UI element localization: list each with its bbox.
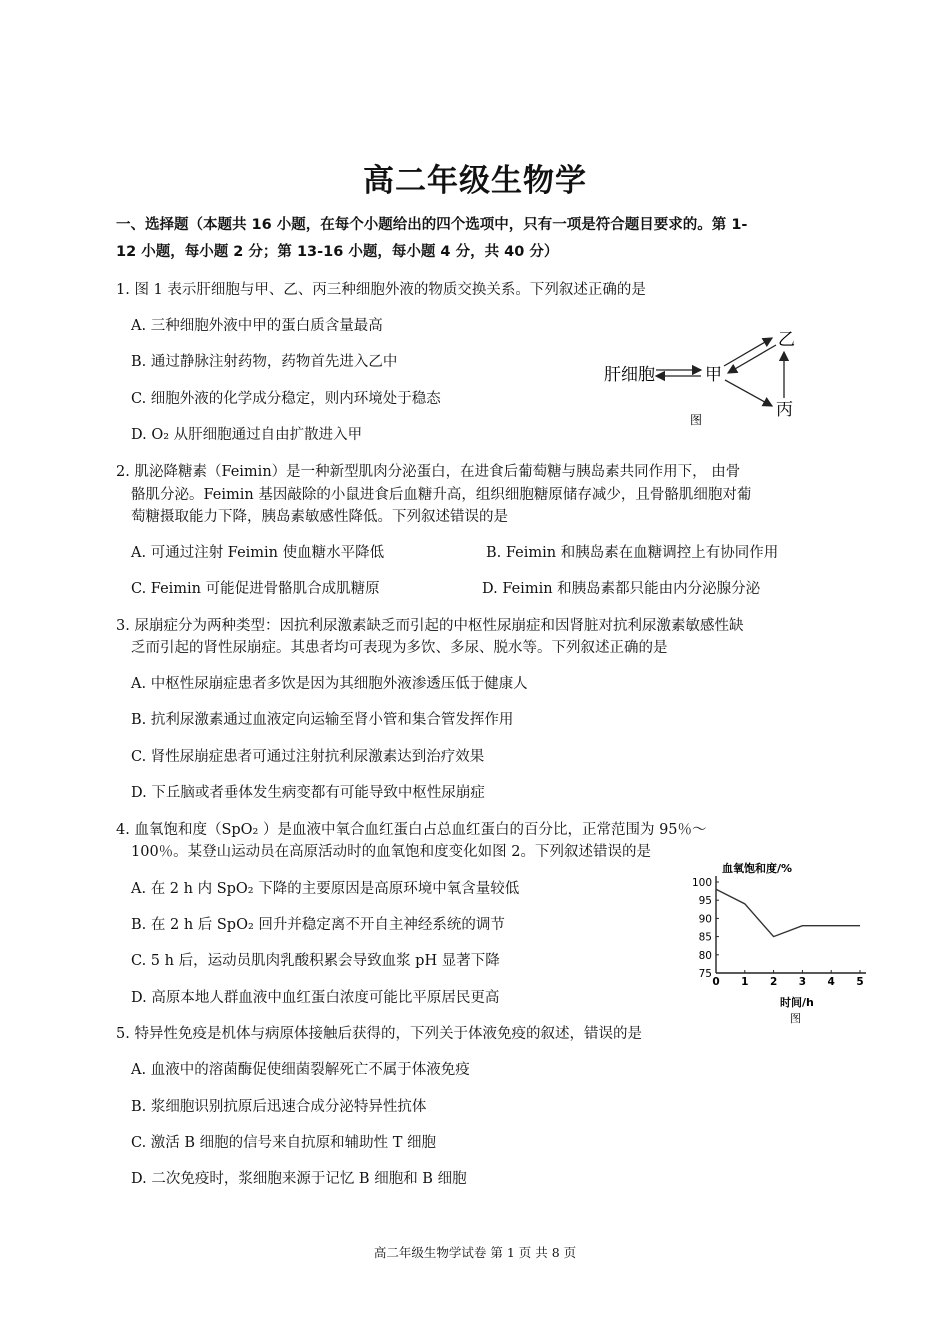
page-footer: 高二年级生物学试卷 第 1 页 共 8 页 <box>373 1245 577 1260</box>
chart-y-tick-label: 100 <box>691 877 712 889</box>
q4-option-b: B. 在 2 h 后 SpO₂ 回升并稳定离不开自主神经系统的调节 <box>131 917 505 933</box>
q2-option-b: B. Feimin 和胰岛素在血糖调控上有协同作用 <box>486 545 779 561</box>
chart-caption: 图 <box>790 1012 801 1024</box>
chart-x-tick-label: 3 <box>798 976 807 988</box>
q3-option-d: D. 下丘脑或者垂体发生病变都有可能导致中枢性尿崩症 <box>131 785 485 801</box>
fig1-node-bing: 丙 <box>776 400 793 420</box>
section-heading-line-2: 12 小题，每小题 2 分；第 13-16 小题，每小题 4 分，共 40 分） <box>116 244 559 260</box>
fig1-node-yi: 乙 <box>778 330 795 350</box>
q4-option-a: A. 在 2 h 内 SpO₂ 下降的主要原因是高原环境中氧含量较低 <box>131 881 520 897</box>
q4-option-d: D. 高原本地人群血液中血红蛋白浓度可能比平原居民更高 <box>131 990 500 1006</box>
q5-option-c: C. 激活 B 细胞的信号来自抗原和辅助性 T 细胞 <box>131 1135 437 1151</box>
q2-option-c: C. Feimin 可能促进骨骼肌合成肌糖原 <box>131 581 380 597</box>
q4-option-c: C. 5 h 后，运动员肌肉乳酸积累会导致血浆 pH 显著下降 <box>131 953 500 969</box>
q2-stem-line-2: 骼肌分泌。Feimin 基因敲除的小鼠进食后血糖升高，组织细胞糖原储存减少，且骨骼肌细胞对葡 <box>131 487 752 503</box>
q4-stem-line-2: 100％。某登山运动员在高原活动时的血氧饱和度变化如图 2。下列叙述错误的是 <box>131 844 652 860</box>
chart-x-tick-label: 1 <box>741 976 749 988</box>
q1-option-c: C. 细胞外液的化学成分稳定，则内环境处于稳态 <box>131 391 441 407</box>
q5-option-a: A. 血液中的溶菌酶促使细菌裂解死亡不属于体液免疫 <box>131 1062 470 1078</box>
fig1-caption: 图 <box>690 413 703 427</box>
q1-option-b: B. 通过静脉注射药物，药物首先进入乙中 <box>131 354 398 370</box>
chart-x-tick-label: 5 <box>856 976 864 988</box>
chart-y-tick-label: 75 <box>698 968 712 980</box>
q5-option-b: B. 浆细胞识别抗原后迅速合成分泌特异性抗体 <box>131 1099 427 1115</box>
chart-series-line <box>716 889 860 936</box>
chart-x-tick-label: 0 <box>712 976 720 988</box>
chart-y-tick-label: 80 <box>698 949 712 962</box>
q2-option-a: A. 可通过注射 Feimin 使血糖水平降低 <box>131 545 385 561</box>
fig1-arrow-jia-to-bing <box>725 380 772 406</box>
q4-stem-line-1: 4. 血氧饱和度（SpO₂ ）是血液中氧合血红蛋白占总血红蛋白的百分比，正常范围为 95％～ <box>116 822 707 838</box>
fig1-node-liver: 肝细胞 <box>604 365 655 385</box>
page-title: 高二年级生物学 <box>363 163 587 199</box>
chart-x-tick-label: 2 <box>769 976 778 988</box>
q5-stem: 5. 特异性免疫是机体与病原体接触后获得的，下列关于体液免疫的叙述，错误的是 <box>116 1026 642 1042</box>
chart-x-tick-label: 4 <box>827 976 835 988</box>
q2-option-d: D. Feimin 和胰岛素都只能由内分泌腺分泌 <box>482 581 761 597</box>
chart-y-tick-label: 90 <box>698 913 712 926</box>
chart-xlabel: 时间/h <box>780 996 814 1009</box>
fig1-node-jia: 甲 <box>705 365 722 385</box>
q1-option-d: D. O₂ 从肝细胞通过自由扩散进入甲 <box>131 427 363 443</box>
figure-1-diagram <box>590 322 820 434</box>
chart-y-tick-label: 95 <box>698 895 712 908</box>
q3-option-c: C. 肾性尿崩症患者可通过注射抗利尿激素达到治疗效果 <box>131 749 485 765</box>
q5-option-d: D. 二次免疫时，浆细胞来源于记忆 B 细胞和 B 细胞 <box>131 1171 467 1187</box>
q2-stem-line-3: 萄糖摄取能力下降，胰岛素敏感性降低。下列叙述错误的是 <box>131 509 508 525</box>
q1-option-a: A. 三种细胞外液中甲的蛋白质含量最高 <box>131 318 383 334</box>
section-heading-line-1: 一、选择题（本题共 16 小题，在每个小题给出的四个选项中，只有一项是符合题目要求的。第 1- <box>116 217 748 233</box>
q3-stem-line-2: 乏而引起的肾性尿崩症。其患者均可表现为多饮、多尿、脱水等。下列叙述正确的是 <box>131 640 668 656</box>
figure-2-chart <box>680 856 880 1024</box>
q2-stem-line-1: 2. 肌泌降糖素（Feimin）是一种新型肌肉分泌蛋白，在进食后葡萄糖与胰岛素共同作用下， 由骨 <box>116 464 741 480</box>
chart-ylabel: 血氧饱和度/% <box>722 862 793 875</box>
q3-stem-line-1: 3. 尿崩症分为两种类型：因抗利尿激素缺乏而引起的中枢性尿崩症和因肾脏对抗利尿激素敏感性缺 <box>116 618 744 634</box>
q3-option-a: A. 中枢性尿崩症患者多饮是因为其细胞外液渗透压低于健康人 <box>131 676 528 692</box>
chart-y-tick-label: 85 <box>698 931 712 944</box>
q3-option-b: B. 抗利尿激素通过血液定向运输至肾小管和集合管发挥作用 <box>131 712 514 728</box>
q1-stem: 1. 图 1 表示肝细胞与甲、乙、丙三种细胞外液的物质交换关系。下列叙述正确的是 <box>116 282 646 298</box>
